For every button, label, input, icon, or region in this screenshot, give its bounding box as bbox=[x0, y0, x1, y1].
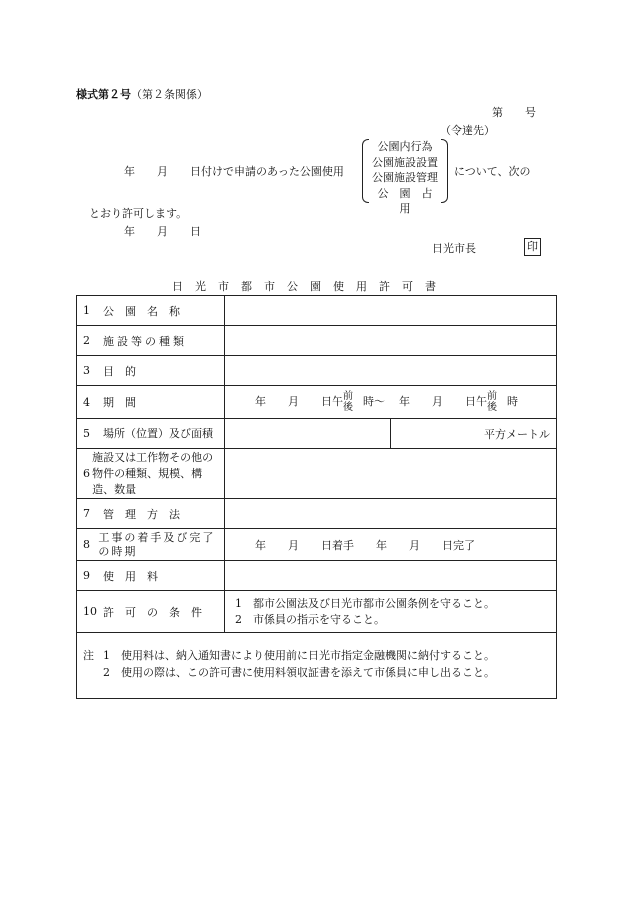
row-label: 2 施設等の種類 bbox=[77, 326, 225, 356]
table-row bbox=[77, 591, 557, 633]
purpose-field bbox=[225, 356, 557, 386]
row-label: 1 公 園 名 称 bbox=[77, 296, 225, 326]
document-title: 日 光 市 都 市 公 園 使 用 許 可 書 bbox=[172, 280, 437, 293]
row-label: 3 目 的 bbox=[77, 356, 225, 386]
row-label: 10 許 可 の 条 件 bbox=[77, 591, 225, 633]
notes-cell bbox=[77, 633, 557, 699]
facility-type-field bbox=[225, 326, 557, 356]
usage-type-item: 公園内行為 bbox=[377, 140, 433, 153]
management-method-field bbox=[225, 499, 557, 529]
addressee: （令達先） bbox=[440, 124, 495, 137]
row-label: 5 場所（位置）及び面積 bbox=[77, 419, 225, 449]
construction-period-field: 年 月 日着手 年 月 日完了 bbox=[225, 529, 557, 561]
facility-details-field bbox=[225, 449, 557, 499]
table-row bbox=[77, 419, 557, 449]
table-row bbox=[77, 529, 557, 561]
table-row bbox=[77, 296, 557, 326]
park-name-field bbox=[225, 296, 557, 326]
table-row bbox=[77, 449, 557, 499]
conditions-field bbox=[225, 591, 557, 633]
row-label: 7 管 理 方 法 bbox=[77, 499, 225, 529]
usage-type-item: 公 園 占 用 bbox=[377, 186, 444, 215]
usage-type-item: 公園施設管理 bbox=[372, 171, 438, 184]
condition-item: 2 市係員の指示を守ること。 bbox=[235, 612, 385, 626]
table-row bbox=[77, 499, 557, 529]
table-row bbox=[77, 386, 557, 419]
notes-row bbox=[77, 633, 557, 699]
row-label: 6 施設又は工作物その他の物件の種類、規模、構造、数量 bbox=[77, 449, 225, 499]
permission-text-left: 年 月 日付けで申請のあった公園使用 bbox=[124, 165, 344, 178]
permit-table bbox=[76, 295, 557, 699]
form-number bbox=[76, 86, 208, 102]
permission-text-right: について、次の bbox=[454, 165, 531, 178]
area-field bbox=[391, 419, 557, 449]
location-field bbox=[225, 419, 391, 449]
document-number: 第 号 bbox=[492, 106, 536, 119]
table-row bbox=[77, 356, 557, 386]
note-item: 2 使用の際は、この許可書に使用料領収証書を添えて市係員に申し出ること。 bbox=[103, 666, 495, 679]
row-label: 4 期 間 bbox=[77, 386, 225, 419]
note-item: 1 使用料は、納入通知書により使用前に日光市指定金融機関に納付すること。 bbox=[103, 649, 495, 662]
seal-mark: 印 bbox=[524, 238, 541, 256]
issuer: 日光市長 bbox=[432, 242, 476, 255]
usage-type-item: 公園施設設置 bbox=[372, 155, 438, 169]
notes-prefix: 注 bbox=[83, 649, 94, 662]
issue-date: 年 月 日 bbox=[124, 225, 201, 238]
usage-fee-field bbox=[225, 561, 557, 591]
condition-item: 1 都市公園法及び日光市都市公園条例を守ること。 bbox=[235, 596, 495, 610]
form-relation: （第２条関係） bbox=[131, 88, 208, 101]
row-label: 8 工事の着手及び完了の時期 bbox=[77, 529, 225, 561]
permission-text-cont: とおり許可します。 bbox=[89, 207, 188, 220]
period-field: 年 月 日午前 後 時〜 年 月 日午前 後 時 bbox=[225, 386, 557, 419]
row-label: 9 使 用 料 bbox=[77, 561, 225, 591]
form-number-text: 様式第２号 bbox=[76, 88, 131, 101]
usage-type-bracket bbox=[362, 139, 448, 215]
area-unit: 平方メートル bbox=[484, 427, 550, 441]
table-row bbox=[77, 326, 557, 356]
table-row bbox=[77, 561, 557, 591]
